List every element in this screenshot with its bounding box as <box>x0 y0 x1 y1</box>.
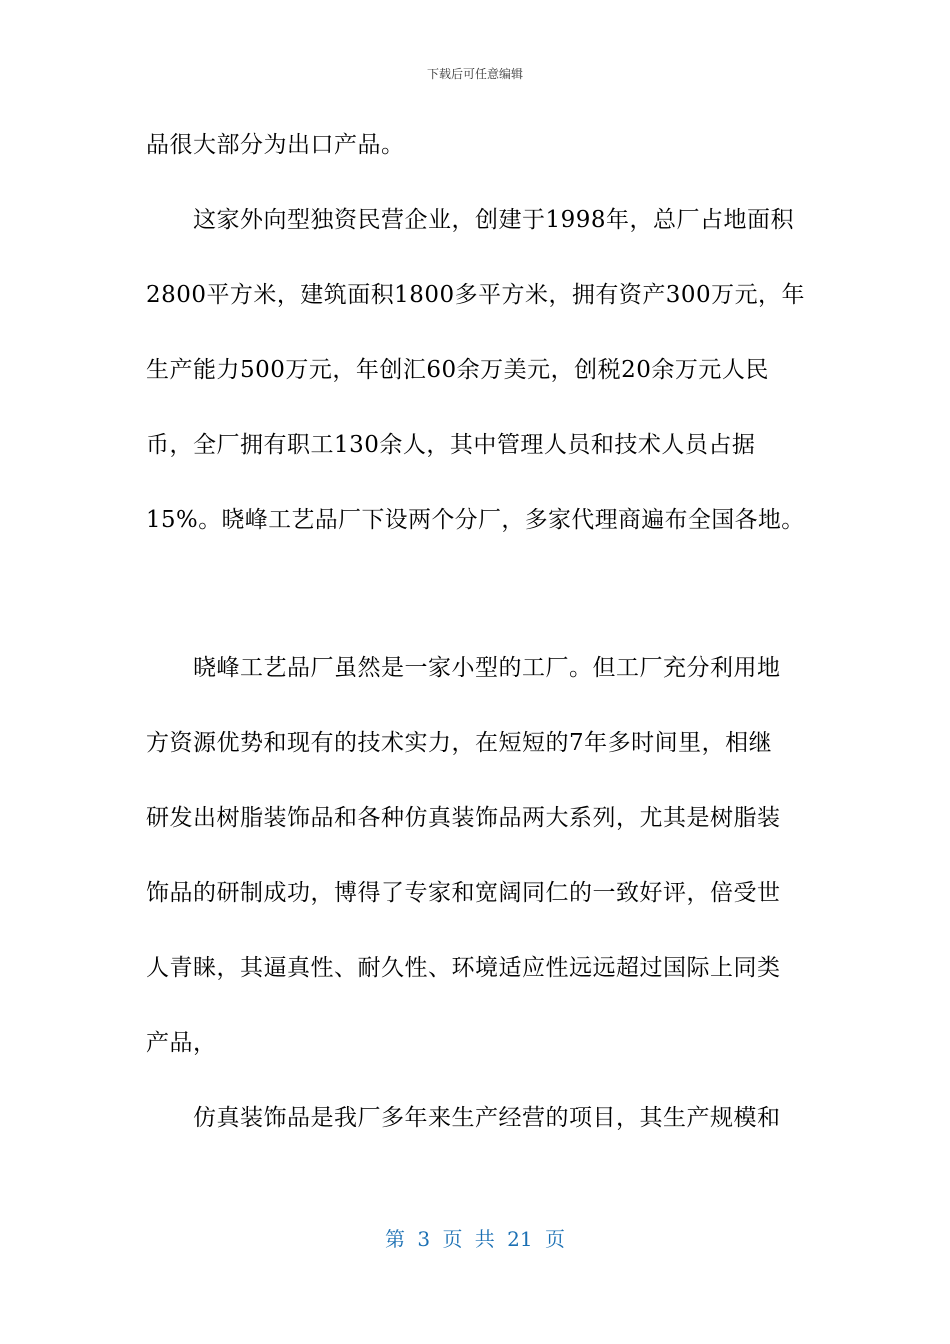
text-line: 2800平方米，建筑面积1800多平方米，拥有资产300万元，年 <box>146 282 805 308</box>
text-line: 币，全厂拥有职工130余人，其中管理人员和技术人员占据 <box>146 432 756 458</box>
text-line: 研发出树脂装饰品和各种仿真装饰品两大系列，尤其是树脂装 <box>146 805 781 831</box>
text-line: 方资源优势和现有的技术实力，在短短的7年多时间里，相继 <box>146 730 773 756</box>
text-line: 这家外向型独资民营企业，创建于1998年，总厂占地面积 <box>193 207 795 233</box>
text-line: 人青睐，其逼真性、耐久性、环境适应性远远超过国际上同类 <box>146 955 781 981</box>
text-line: 品很大部分为出口产品。 <box>146 132 405 158</box>
text-line: 15%。晓峰工艺品厂下设两个分厂，多家代理商遍布全国各地。 <box>146 507 805 533</box>
page-footer: 第 3 页 共 21 页 <box>385 1227 565 1251</box>
page-header: 下载后可任意编辑 <box>426 67 523 81</box>
text-line: 饰品的研制成功，博得了专家和宽阔同仁的一致好评，倍受世 <box>146 880 781 906</box>
text-line: 仿真装饰品是我厂多年来生产经营的项目，其生产规模和 <box>193 1105 781 1131</box>
text-line: 产品， <box>146 1030 217 1056</box>
text-line: 生产能力500万元，年创汇60余万美元，创税20余万元人民 <box>146 357 769 383</box>
text-line: 晓峰工艺品厂虽然是一家小型的工厂。但工厂充分利用地 <box>193 655 781 681</box>
